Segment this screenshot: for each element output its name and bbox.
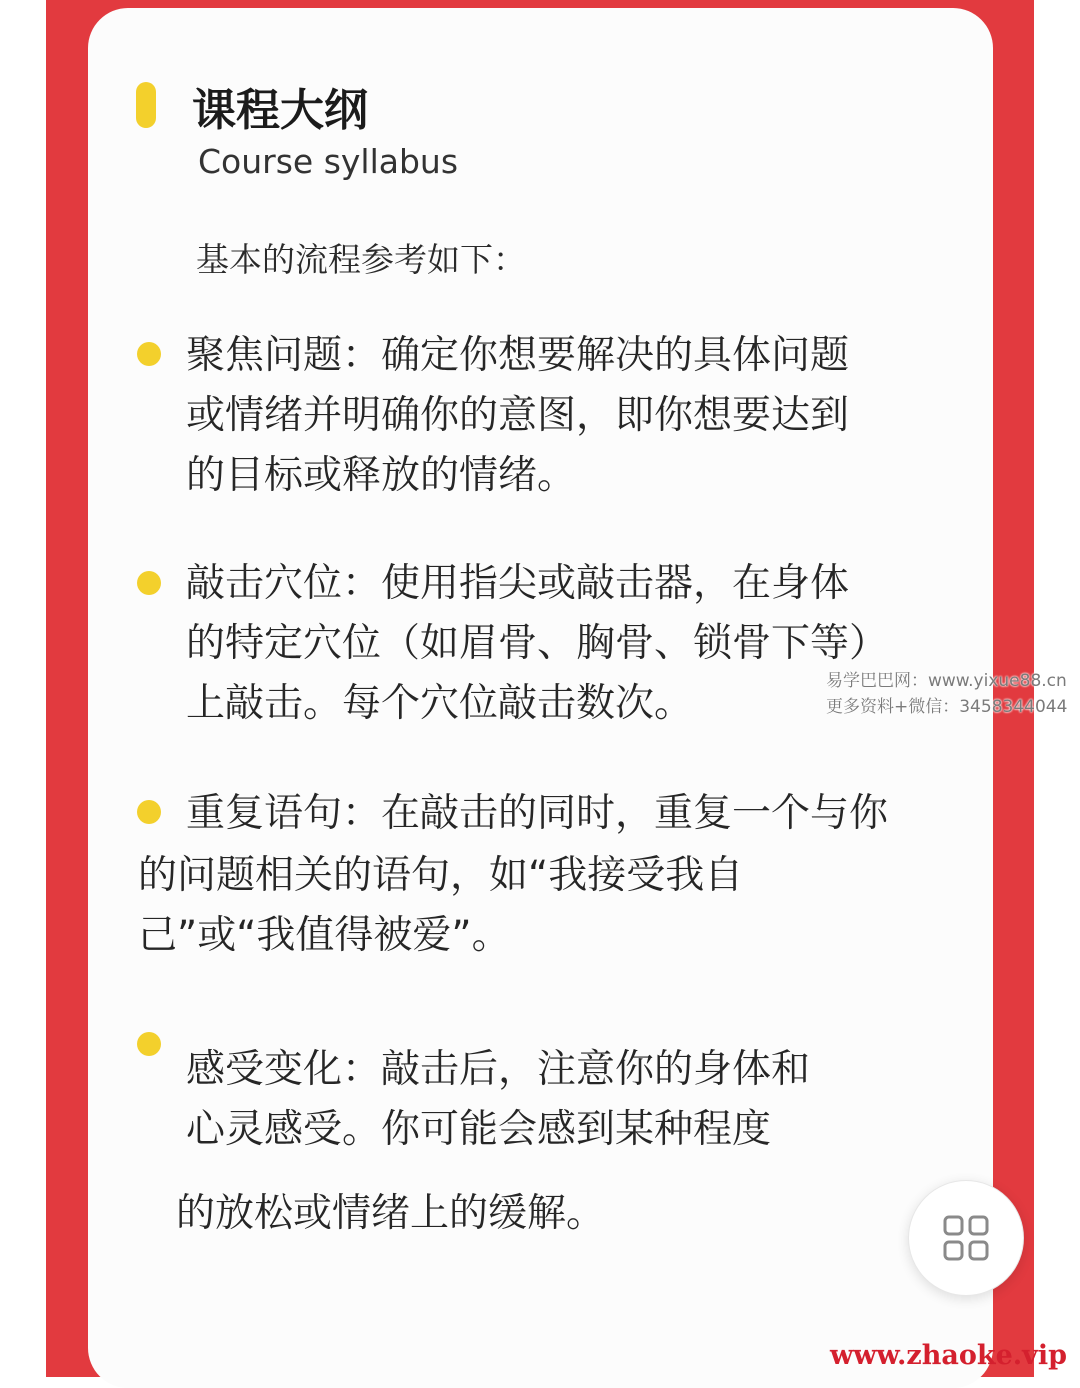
section-2-line-2: 的特定穴位（如眉骨、胸骨、锁骨下等） <box>186 621 889 666</box>
section-2-line-1: 敲击穴位：使用指尖或敲击器，在身体 <box>186 561 850 606</box>
title-accent-bar <box>136 82 156 128</box>
left-margin <box>0 0 46 1377</box>
section-1-line-2: 或情绪并明确你的意图，即你想要达到 <box>186 393 850 438</box>
section-3-line-1: 重复语句：在敲击的同时，重复一个与你 <box>186 791 889 836</box>
page-subtitle: Course syllabus <box>198 142 459 181</box>
grid-menu-button[interactable] <box>908 1180 1024 1296</box>
bullet-dot <box>137 342 161 366</box>
intro-text: 基本的流程参考如下： <box>196 240 526 279</box>
footer-url-watermark: www.zhaoke.vip <box>830 1340 1067 1371</box>
bullet-dot <box>137 800 161 824</box>
section-4-line-1: 感受变化：敲击后，注意你的身体和 <box>186 1047 811 1092</box>
section-2-line-3: 上敲击。每个穴位敲击数次。 <box>186 681 694 726</box>
section-1-line-1: 聚焦问题：确定你想要解决的具体问题 <box>186 333 850 378</box>
watermark-line-1: 易学巴巴网：www.yixue88.cn <box>826 671 1067 691</box>
section-1-line-3: 的目标或释放的情绪。 <box>186 453 577 498</box>
section-3-line-3: 己”或“我值得被爱”。 <box>138 913 511 958</box>
bullet-dot <box>137 571 161 595</box>
section-4-line-3: 的放松或情绪上的缓解。 <box>176 1191 606 1236</box>
page-title: 课程大纲 <box>192 85 368 136</box>
grid-icon <box>943 1215 989 1261</box>
watermark-line-2: 更多资料+微信：3458344044 <box>826 697 1068 717</box>
section-4-line-2: 心灵感受。你可能会感到某种程度 <box>186 1107 772 1152</box>
bullet-dot <box>137 1032 161 1056</box>
section-3-line-2: 的问题相关的语句，如“我接受我自 <box>138 853 744 898</box>
